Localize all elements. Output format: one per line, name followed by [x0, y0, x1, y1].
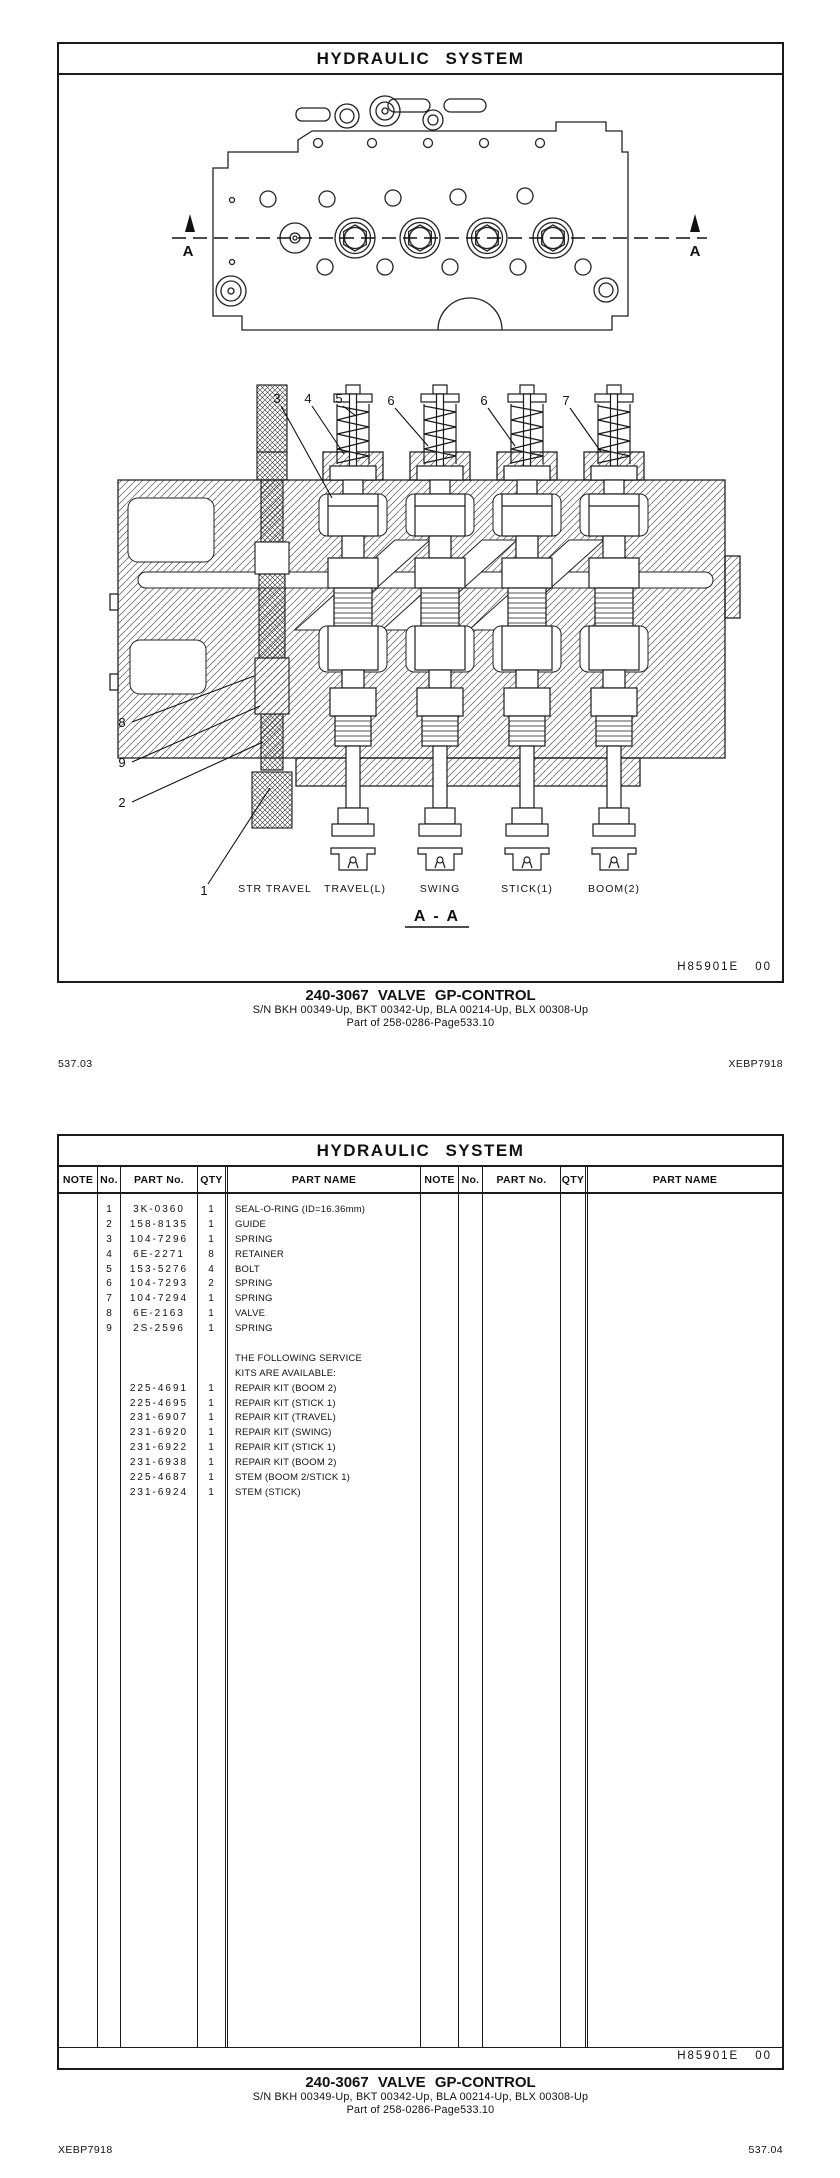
table-cell-qty: 4 — [208, 1263, 215, 1275]
table-cell-part_name: SEAL-O-RING (ID=16.36mm) — [235, 1204, 366, 1215]
callout-9: 9 — [118, 755, 126, 770]
table-cell-part_no: 104-7294 — [129, 1293, 189, 1305]
table-cell-part_no: 225-4691 — [129, 1382, 189, 1394]
section-arrow-right — [690, 214, 700, 232]
callout-6b: 6 — [480, 393, 488, 408]
table-cell-no: 5 — [106, 1263, 112, 1275]
table-cell-part_name: SPRING — [235, 1323, 273, 1335]
valve-top-view — [172, 96, 707, 330]
parts-table-body — [59, 1194, 782, 2048]
section-arrow-left — [185, 214, 195, 232]
col-qty-left — [198, 1194, 228, 2047]
table-cell-part_name: REPAIR KIT (SWING) — [235, 1427, 332, 1439]
page1-sheet — [57, 42, 784, 983]
table-cell-part_name: BOLT — [235, 1263, 260, 1275]
col-partname-right — [588, 1194, 782, 2047]
table-cell-no — [98, 1337, 120, 1352]
table-cell-part_no: 158-8135 — [129, 1218, 189, 1230]
part-of-reference: Part of 258-0286-Page533.10 — [346, 2104, 495, 2116]
table-cell-part_name: REPAIR KIT (TRAVEL) — [235, 1412, 336, 1424]
table-cell-no: 6 — [106, 1278, 112, 1290]
col-no-left — [98, 1194, 121, 2047]
table-cell-qty — [198, 1352, 225, 1367]
table-cell-qty: 1 — [208, 1472, 215, 1484]
table-cell-part_name: SPRING — [235, 1278, 273, 1290]
valve-section-view — [110, 385, 740, 927]
table-cell-part_no: 231-6924 — [129, 1486, 189, 1498]
col-note-right — [421, 1194, 459, 2047]
table-cell-qty: 1 — [208, 1323, 215, 1335]
page-number: 537.04 — [748, 2144, 783, 2156]
table-cell-part_no: 153-5276 — [129, 1263, 189, 1275]
part-title: 240-3067 VALVE GP-CONTROL — [305, 2074, 536, 2091]
valve-label-stick-1: STICK(1) — [501, 883, 553, 895]
section-marker-left: A — [182, 243, 194, 260]
col-no-right — [459, 1194, 483, 2047]
media-number: XEBP7918 — [58, 2144, 113, 2156]
part-of-reference: Part of 258-0286-Page533.10 — [346, 1017, 495, 1029]
table-cell-qty: 1 — [208, 1412, 215, 1424]
table-cell-qty — [198, 1367, 225, 1382]
table-cell-qty: 1 — [208, 1204, 215, 1215]
valve-label-str-travel: STR TRAVEL — [238, 883, 312, 895]
table-cell-qty — [198, 1337, 225, 1352]
header-note-left: NOTE — [59, 1167, 98, 1192]
col-qty-right — [561, 1194, 588, 2047]
table-cell-no: 9 — [106, 1323, 112, 1335]
table-cell-no — [98, 1382, 120, 1397]
table-cell-part_name: REPAIR KIT (BOOM 2) — [235, 1382, 337, 1394]
table-cell-part_no: 225-4695 — [129, 1397, 189, 1409]
media-number: XEBP7918 — [728, 1058, 783, 1070]
serial-numbers: S/N BKH 00349-Up, BKT 00342-Up, BLA 00214-Up, BLX 00308-Up — [252, 2091, 589, 2103]
table-cell-no: 4 — [106, 1248, 112, 1260]
table-cell-no — [98, 1426, 120, 1441]
table-cell-part_name: REPAIR KIT (STICK 1) — [235, 1442, 336, 1454]
table-cell-no: 1 — [106, 1204, 112, 1215]
table-cell-part_name: SPRING — [235, 1293, 273, 1305]
header-partno-right: PART No. — [483, 1167, 561, 1192]
table-cell-no: 2 — [106, 1218, 112, 1230]
valve-label-swing: SWING — [419, 883, 461, 895]
table-cell-part_name: RETAINER — [235, 1248, 284, 1260]
table-cell-no — [98, 1471, 120, 1486]
callout-3: 3 — [273, 391, 281, 406]
table-cell-part_no: 104-7293 — [129, 1278, 189, 1290]
header-qty-right: QTY — [561, 1167, 588, 1192]
table-cell-qty: 2 — [208, 1278, 215, 1290]
table-cell-part_no — [121, 1352, 197, 1367]
table-cell-part_no: 231-6922 — [129, 1442, 189, 1454]
page2-sheet — [57, 1134, 784, 2070]
drawing-number — [677, 2050, 772, 2062]
col-partno-left — [121, 1194, 198, 2047]
header-partname-left: PART NAME — [228, 1167, 421, 1192]
header-qty-left: QTY — [198, 1167, 228, 1192]
table-cell-part_no — [121, 1367, 197, 1382]
table-cell-part_name: KITS ARE AVAILABLE: — [235, 1367, 337, 1379]
table-cell-part_no: 231-6920 — [129, 1427, 189, 1439]
table-cell-qty: 1 — [208, 1308, 215, 1320]
table-cell-no — [98, 1441, 120, 1456]
callout-8: 8 — [118, 715, 126, 730]
page1-caption — [57, 987, 784, 1030]
drawing-code: H85901E — [677, 961, 740, 973]
header-no-right: No. — [459, 1167, 483, 1192]
valve-gp-section-drawing — [59, 75, 782, 979]
table-cell-no — [98, 1352, 120, 1367]
table-cell-no — [98, 1367, 120, 1382]
page-number: 537.03 — [58, 1058, 93, 1070]
parts-table — [59, 1167, 782, 2048]
table-cell-part_no: 225-4687 — [129, 1472, 189, 1484]
table-cell-no: 8 — [106, 1308, 112, 1320]
table-cell-part_no: 6E-2271 — [133, 1248, 185, 1260]
section-marker-right: A — [689, 243, 701, 260]
table-cell-qty: 1 — [208, 1218, 215, 1230]
drawing-code: H85901E — [677, 2050, 740, 2062]
callout-7: 7 — [562, 393, 570, 408]
page1-title: HYDRAULIC SYSTEM — [59, 44, 782, 75]
table-cell-part_no: 3K-0360 — [133, 1204, 185, 1215]
table-cell-no: 7 — [106, 1293, 112, 1305]
table-cell-part_name: GUIDE — [235, 1218, 267, 1230]
table-cell-part_name: VALVE — [235, 1308, 266, 1320]
parts-table-header — [59, 1167, 782, 1194]
table-cell-part_name: STEM (BOOM 2/STICK 1) — [235, 1472, 351, 1484]
table-cell-no: 3 — [106, 1233, 112, 1245]
drawing-revision: 00 — [755, 961, 772, 973]
drawing-number — [677, 961, 772, 973]
serial-numbers: S/N BKH 00349-Up, BKT 00342-Up, BLA 00214-Up, BLX 00308-Up — [252, 1004, 589, 1016]
callout-4: 4 — [304, 391, 312, 406]
table-cell-qty: 1 — [208, 1427, 215, 1439]
callout-1: 1 — [200, 883, 208, 898]
header-partname-right: PART NAME — [652, 1173, 718, 1186]
table-cell-qty: 1 — [208, 1382, 215, 1394]
col-partname-left — [228, 1194, 421, 2047]
section-view-label: A - A — [413, 908, 461, 925]
table-cell-qty: 1 — [208, 1486, 215, 1498]
table-cell-qty: 1 — [208, 1442, 215, 1454]
page2-title: HYDRAULIC SYSTEM — [59, 1136, 782, 1167]
valve-label-travel-l: TRAVEL(L) — [324, 883, 386, 895]
col-note-left — [59, 1194, 98, 2047]
table-cell-part_no — [121, 1337, 197, 1352]
table-cell-no — [98, 1397, 120, 1412]
callout-5: 5 — [335, 391, 343, 406]
table-cell-qty: 1 — [208, 1293, 215, 1305]
header-note-right: NOTE — [421, 1167, 459, 1192]
col-partno-right — [483, 1194, 561, 2047]
callout-2: 2 — [118, 795, 126, 810]
table-cell-part_name: SPRING — [235, 1233, 273, 1245]
table-cell-part_name: THE FOLLOWING SERVICE — [235, 1352, 363, 1364]
table-cell-part_name: STEM (STICK) — [235, 1486, 301, 1498]
table-cell-no — [98, 1486, 120, 1501]
table-cell-part_no: 231-6938 — [129, 1457, 189, 1469]
drawing-revision: 00 — [755, 2050, 772, 2062]
table-cell-qty: 1 — [208, 1397, 215, 1409]
header-partno-left: PART No. — [121, 1167, 198, 1192]
table-cell-part_no: 231-6907 — [129, 1412, 189, 1424]
table-cell-no — [98, 1411, 120, 1426]
table-cell-qty: 8 — [208, 1248, 215, 1260]
table-cell-no — [98, 1456, 120, 1471]
table-cell-part_no: 6E-2163 — [133, 1308, 185, 1320]
table-cell-part_no: 2S-2596 — [133, 1323, 185, 1335]
callout-6a: 6 — [387, 393, 395, 408]
valve-label-boom-2: BOOM(2) — [588, 883, 640, 895]
table-cell-part_name: REPAIR KIT (BOOM 2) — [235, 1457, 337, 1469]
part-title: 240-3067 VALVE GP-CONTROL — [305, 987, 536, 1004]
table-cell-part_name — [228, 1337, 420, 1352]
page2-caption — [57, 2074, 784, 2117]
table-cell-qty: 1 — [208, 1457, 215, 1469]
header-no-left: No. — [98, 1167, 121, 1192]
table-cell-part_no: 104-7296 — [129, 1233, 189, 1245]
table-cell-qty: 1 — [208, 1233, 215, 1245]
table-cell-part_name: REPAIR KIT (STICK 1) — [235, 1397, 336, 1409]
